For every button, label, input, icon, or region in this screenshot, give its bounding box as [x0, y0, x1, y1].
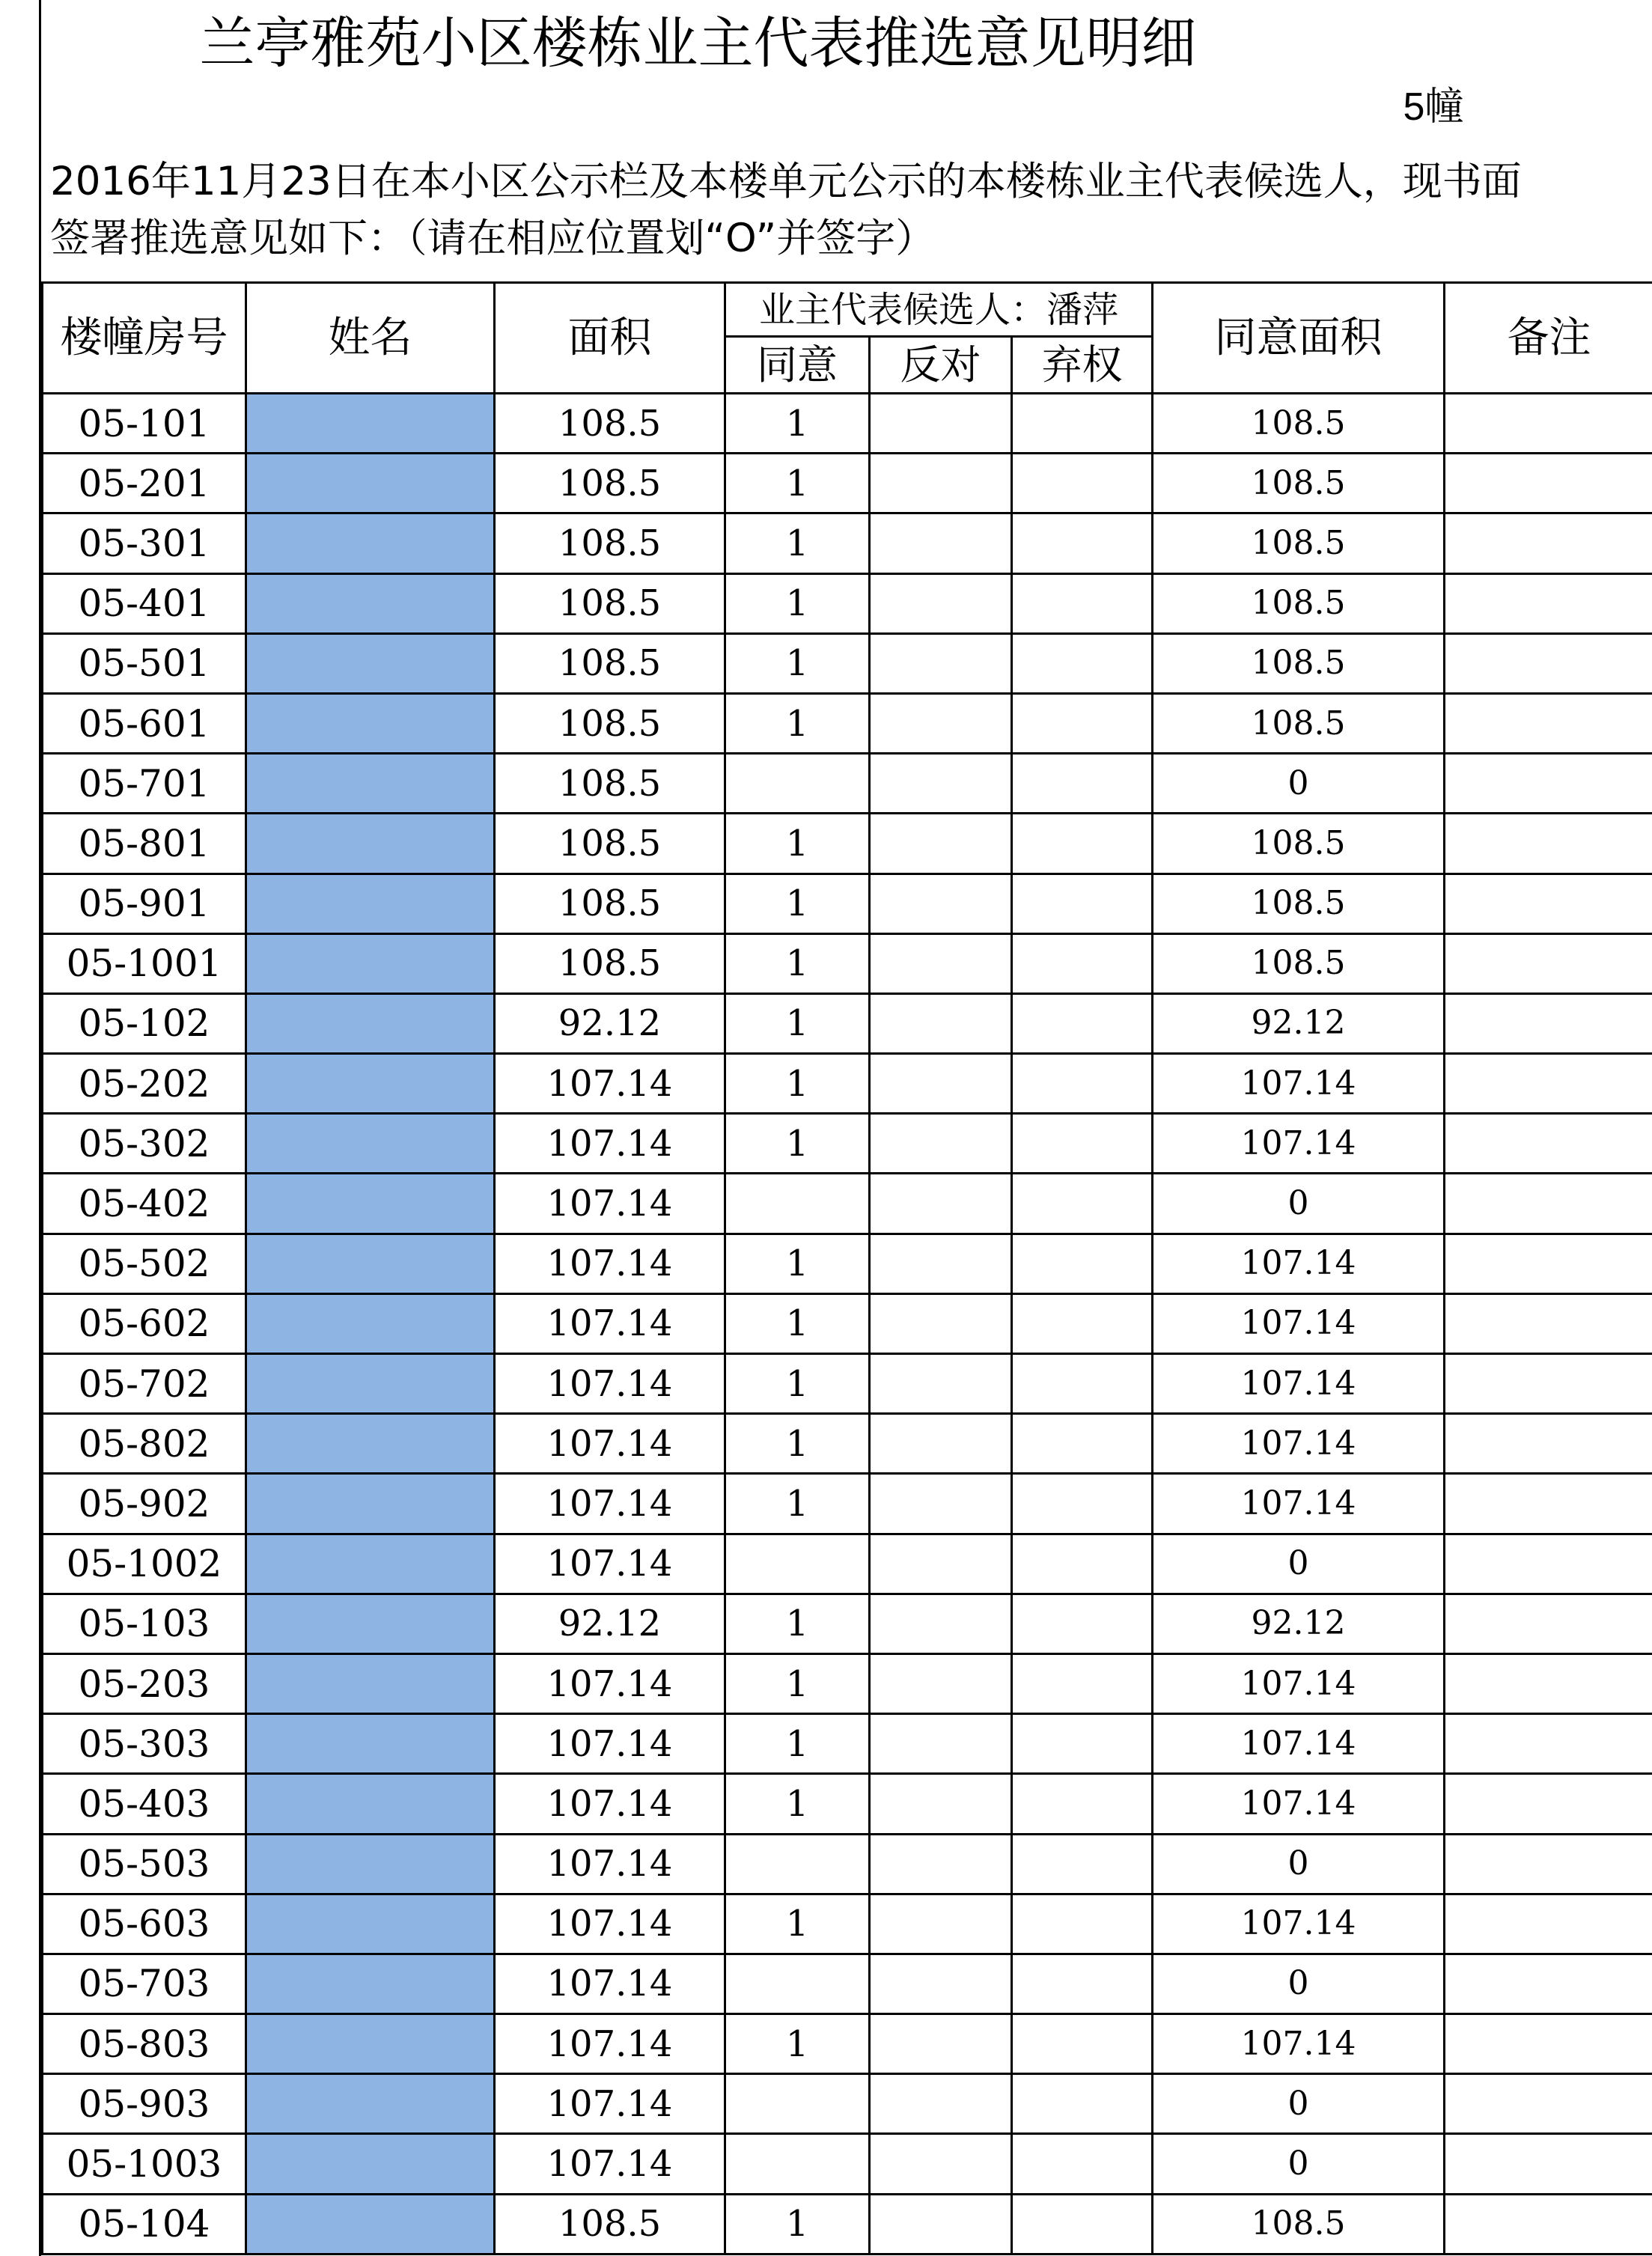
remarks-cell: [1445, 513, 1652, 573]
header-room: 楼幢房号: [43, 283, 246, 394]
name-cell: [246, 394, 495, 454]
name-cell: [246, 1534, 495, 1594]
area-cell: 107.14: [495, 1774, 725, 1834]
remarks-cell: [1445, 2194, 1652, 2254]
agree-area-cell: 108.5: [1153, 874, 1445, 933]
abstain-cell: [1012, 1714, 1153, 1774]
room-cell: 05-1001: [43, 933, 246, 993]
agree-area-cell: 107.14: [1153, 1054, 1445, 1114]
oppose-cell: [870, 1234, 1012, 1293]
abstain-cell: [1012, 1954, 1153, 2013]
remarks-cell: [1445, 1293, 1652, 1353]
abstain-cell: [1012, 2074, 1153, 2134]
oppose-cell: [870, 993, 1012, 1053]
agree-area-cell: 108.5: [1153, 573, 1445, 633]
remarks-cell: [1445, 1474, 1652, 1534]
remarks-cell: [1445, 1414, 1652, 1474]
oppose-cell: [870, 573, 1012, 633]
room-cell: 05-104: [43, 2194, 246, 2254]
oppose-cell: [870, 394, 1012, 454]
abstain-cell: [1012, 1653, 1153, 1713]
name-cell: [246, 1594, 495, 1653]
name-cell: [246, 1114, 495, 1174]
area-cell: 107.14: [495, 2014, 725, 2074]
agree-cell: 1: [725, 1354, 870, 1414]
abstain-cell: [1012, 1834, 1153, 1894]
room-cell: 05-102: [43, 993, 246, 1053]
oppose-cell: [870, 933, 1012, 993]
agree-cell: 1: [725, 2014, 870, 2074]
agree-cell: 1: [725, 633, 870, 693]
abstain-cell: [1012, 1894, 1153, 1954]
oppose-cell: [870, 1293, 1012, 1353]
agree-cell: 1: [725, 1714, 870, 1774]
agree-area-cell: 107.14: [1153, 1354, 1445, 1414]
abstain-cell: [1012, 874, 1153, 933]
area-cell: 108.5: [495, 573, 725, 633]
table-row: [43, 1954, 1652, 2013]
abstain-cell: [1012, 1114, 1153, 1174]
agree-cell: 1: [725, 1114, 870, 1174]
abstain-cell: [1012, 2194, 1153, 2254]
remarks-cell: [1445, 1714, 1652, 1774]
agree-area-cell: 108.5: [1153, 933, 1445, 993]
name-cell: [246, 573, 495, 633]
agree-cell: [725, 2074, 870, 2134]
agree-cell: 1: [725, 1054, 870, 1114]
room-cell: 05-403: [43, 1774, 246, 1834]
area-cell: 107.14: [495, 1234, 725, 1293]
room-cell: 05-603: [43, 1894, 246, 1954]
room-cell: 05-601: [43, 693, 246, 753]
area-cell: 92.12: [495, 1594, 725, 1653]
header-oppose: 反对: [870, 337, 1012, 394]
abstain-cell: [1012, 454, 1153, 513]
agree-cell: [725, 1534, 870, 1594]
name-cell: [246, 1234, 495, 1293]
table-row: [43, 2134, 1652, 2194]
name-cell: [246, 633, 495, 693]
room-cell: 05-901: [43, 874, 246, 933]
room-cell: 05-903: [43, 2074, 246, 2134]
name-cell: [246, 1054, 495, 1114]
oppose-cell: [870, 2014, 1012, 2074]
abstain-cell: [1012, 1293, 1153, 1353]
room-cell: 05-401: [43, 573, 246, 633]
abstain-cell: [1012, 754, 1153, 814]
agree-area-cell: 107.14: [1153, 1653, 1445, 1713]
agree-cell: 1: [725, 933, 870, 993]
header-agree: 同意: [725, 337, 870, 394]
notice-text: 2016年11月23日在本小区公示栏及本楼单元公示的本楼栋业主代表候选人，现书面 签署推选意见如下：（请在相应位置划“O”并签字）: [50, 159, 1522, 261]
room-cell: 05-802: [43, 1414, 246, 1474]
name-cell: [246, 1174, 495, 1234]
agree-area-cell: 108.5: [1153, 2194, 1445, 2254]
agree-cell: 1: [725, 573, 870, 633]
header-abstain: 弃权: [1012, 337, 1153, 394]
area-cell: 107.14: [495, 1054, 725, 1114]
agree-area-cell: 107.14: [1153, 1474, 1445, 1534]
area-cell: 107.14: [495, 1834, 725, 1894]
remarks-cell: [1445, 1774, 1652, 1834]
oppose-cell: [870, 1054, 1012, 1114]
area-cell: 107.14: [495, 1534, 725, 1594]
table-row: [43, 1714, 1652, 1774]
agree-area-cell: 0: [1153, 1534, 1445, 1594]
remarks-cell: [1445, 454, 1652, 513]
oppose-cell: [870, 1714, 1012, 1774]
remarks-cell: [1445, 2014, 1652, 2074]
area-cell: 107.14: [495, 1653, 725, 1713]
area-cell: 107.14: [495, 1293, 725, 1353]
room-cell: 05-303: [43, 1714, 246, 1774]
agree-area-cell: 0: [1153, 1954, 1445, 2013]
name-cell: [246, 1414, 495, 1474]
header-remarks: 备注: [1445, 283, 1652, 394]
remarks-cell: [1445, 993, 1652, 1053]
area-cell: 107.14: [495, 2134, 725, 2194]
name-cell: [246, 1653, 495, 1713]
remarks-cell: [1445, 874, 1652, 933]
remarks-cell: [1445, 394, 1652, 454]
area-cell: 107.14: [495, 1954, 725, 2013]
room-cell: 05-602: [43, 1293, 246, 1353]
abstain-cell: [1012, 2134, 1153, 2194]
oppose-cell: [870, 693, 1012, 753]
room-cell: 05-502: [43, 1234, 246, 1293]
agree-cell: 1: [725, 394, 870, 454]
table-row: [43, 1894, 1652, 1954]
agree-cell: [725, 1834, 870, 1894]
remarks-cell: [1445, 1054, 1652, 1114]
abstain-cell: [1012, 1354, 1153, 1414]
agree-area-cell: 0: [1153, 1174, 1445, 1234]
oppose-cell: [870, 874, 1012, 933]
area-cell: 107.14: [495, 1474, 725, 1534]
oppose-cell: [870, 1594, 1012, 1653]
name-cell: [246, 2074, 495, 2134]
oppose-cell: [870, 1414, 1012, 1474]
table-row: [43, 454, 1652, 513]
agree-cell: 1: [725, 693, 870, 753]
abstain-cell: [1012, 2014, 1153, 2074]
agree-area-cell: 108.5: [1153, 693, 1445, 753]
remarks-cell: [1445, 1954, 1652, 2013]
oppose-cell: [870, 1834, 1012, 1894]
remarks-cell: [1445, 2074, 1652, 2134]
table-row: [43, 993, 1652, 1053]
area-cell: 107.14: [495, 1894, 725, 1954]
abstain-cell: [1012, 814, 1153, 874]
room-cell: 05-302: [43, 1114, 246, 1174]
oppose-cell: [870, 1114, 1012, 1174]
agree-area-cell: 107.14: [1153, 1114, 1445, 1174]
area-cell: 108.5: [495, 933, 725, 993]
oppose-cell: [870, 1774, 1012, 1834]
agree-area-cell: 107.14: [1153, 2014, 1445, 2074]
oppose-cell: [870, 633, 1012, 693]
name-cell: [246, 933, 495, 993]
agree-area-cell: 107.14: [1153, 1414, 1445, 1474]
table-row: [43, 2074, 1652, 2134]
table-row: [43, 1774, 1652, 1834]
area-cell: 108.5: [495, 693, 725, 753]
abstain-cell: [1012, 1054, 1153, 1114]
table-row: [43, 1114, 1652, 1174]
oppose-cell: [870, 2194, 1012, 2254]
remarks-cell: [1445, 1894, 1652, 1954]
table-row: [43, 814, 1652, 874]
oppose-cell: [870, 1534, 1012, 1594]
agree-cell: 1: [725, 454, 870, 513]
oppose-cell: [870, 2134, 1012, 2194]
header-area: 面积: [495, 283, 725, 394]
agree-area-cell: 0: [1153, 754, 1445, 814]
abstain-cell: [1012, 513, 1153, 573]
table-row: [43, 1054, 1652, 1114]
name-cell: [246, 1954, 495, 2013]
agree-cell: 1: [725, 874, 870, 933]
oppose-cell: [870, 2074, 1012, 2134]
area-cell: 107.14: [495, 1414, 725, 1474]
table-row: [43, 2194, 1652, 2254]
room-cell: 05-701: [43, 754, 246, 814]
oppose-cell: [870, 1354, 1012, 1414]
agree-area-cell: 0: [1153, 2074, 1445, 2134]
table-row: [43, 2014, 1652, 2074]
agree-cell: 1: [725, 993, 870, 1053]
remarks-cell: [1445, 693, 1652, 753]
table-row: [43, 394, 1652, 454]
header-name: 姓名: [246, 283, 495, 394]
room-cell: 05-202: [43, 1054, 246, 1114]
agree-area-cell: 108.5: [1153, 454, 1445, 513]
building-label: 5幢: [1403, 85, 1464, 129]
oppose-cell: [870, 1954, 1012, 2013]
agree-area-cell: 108.5: [1153, 394, 1445, 454]
abstain-cell: [1012, 1774, 1153, 1834]
name-cell: [246, 2014, 495, 2074]
oppose-cell: [870, 814, 1012, 874]
name-cell: [246, 693, 495, 753]
name-cell: [246, 1354, 495, 1414]
agree-area-cell: 0: [1153, 1834, 1445, 1894]
name-cell: [246, 754, 495, 814]
name-cell: [246, 1293, 495, 1353]
room-cell: 05-101: [43, 394, 246, 454]
agree-area-cell: 107.14: [1153, 1714, 1445, 1774]
remarks-cell: [1445, 573, 1652, 633]
vote-table-body: [43, 394, 1652, 2255]
abstain-cell: [1012, 1594, 1153, 1653]
agree-area-cell: 108.5: [1153, 633, 1445, 693]
agree-cell: [725, 1174, 870, 1234]
room-cell: 05-1002: [43, 1534, 246, 1594]
page-title: 兰亭雅苑小区楼栋业主代表推选意见明细: [199, 11, 1197, 76]
table-row: [43, 1293, 1652, 1353]
area-cell: 108.5: [495, 814, 725, 874]
room-cell: 05-703: [43, 1954, 246, 2013]
abstain-cell: [1012, 394, 1153, 454]
oppose-cell: [870, 1653, 1012, 1713]
remarks-cell: [1445, 1174, 1652, 1234]
room-cell: 05-201: [43, 454, 246, 513]
room-cell: 05-801: [43, 814, 246, 874]
agree-cell: [725, 2134, 870, 2194]
room-cell: 05-1003: [43, 2134, 246, 2194]
agree-area-cell: 107.14: [1153, 1293, 1445, 1353]
area-cell: 108.5: [495, 874, 725, 933]
header-candidate: 业主代表候选人：潘萍: [725, 283, 1153, 337]
room-cell: 05-501: [43, 633, 246, 693]
area-cell: 107.14: [495, 2074, 725, 2134]
area-cell: 108.5: [495, 454, 725, 513]
agree-cell: 1: [725, 1653, 870, 1713]
area-cell: 92.12: [495, 993, 725, 1053]
name-cell: [246, 814, 495, 874]
remarks-cell: [1445, 2134, 1652, 2194]
agree-cell: 1: [725, 1293, 870, 1353]
agree-area-cell: 92.12: [1153, 1594, 1445, 1653]
remarks-cell: [1445, 754, 1652, 814]
abstain-cell: [1012, 1414, 1153, 1474]
table-row: [43, 1414, 1652, 1474]
agree-area-cell: 0: [1153, 2134, 1445, 2194]
remarks-cell: [1445, 633, 1652, 693]
area-cell: 107.14: [495, 1174, 725, 1234]
agree-area-cell: 107.14: [1153, 1234, 1445, 1293]
abstain-cell: [1012, 1534, 1153, 1594]
agree-area-cell: 92.12: [1153, 993, 1445, 1053]
table-row: [43, 874, 1652, 933]
agree-area-cell: 108.5: [1153, 513, 1445, 573]
name-cell: [246, 1714, 495, 1774]
table-row: [43, 633, 1652, 693]
table-row: [43, 1354, 1652, 1414]
agree-cell: 1: [725, 814, 870, 874]
agree-cell: [725, 1954, 870, 2013]
agree-cell: 1: [725, 1474, 870, 1534]
remarks-cell: [1445, 1234, 1652, 1293]
remarks-cell: [1445, 1834, 1652, 1894]
area-cell: 107.14: [495, 1354, 725, 1414]
remarks-cell: [1445, 1114, 1652, 1174]
oppose-cell: [870, 454, 1012, 513]
agree-cell: 1: [725, 1594, 870, 1653]
name-cell: [246, 993, 495, 1053]
header-agree-area: 同意面积: [1153, 283, 1445, 394]
name-cell: [246, 454, 495, 513]
name-cell: [246, 1894, 495, 1954]
vote-table: [41, 281, 1652, 2255]
room-cell: 05-902: [43, 1474, 246, 1534]
agree-area-cell: 107.14: [1153, 1894, 1445, 1954]
name-cell: [246, 874, 495, 933]
name-cell: [246, 1774, 495, 1834]
table-row: [43, 1234, 1652, 1293]
table-row: [43, 754, 1652, 814]
oppose-cell: [870, 754, 1012, 814]
area-cell: 108.5: [495, 394, 725, 454]
area-cell: 108.5: [495, 754, 725, 814]
table-row: [43, 693, 1652, 753]
oppose-cell: [870, 1894, 1012, 1954]
spreadsheet-page: [39, 0, 1652, 2256]
area-cell: 107.14: [495, 1714, 725, 1774]
name-cell: [246, 1834, 495, 1894]
agree-cell: [725, 754, 870, 814]
agree-area-cell: 107.14: [1153, 1774, 1445, 1834]
area-cell: 107.14: [495, 1114, 725, 1174]
agree-cell: 1: [725, 1894, 870, 1954]
remarks-cell: [1445, 1594, 1652, 1653]
agree-cell: 1: [725, 513, 870, 573]
remarks-cell: [1445, 933, 1652, 993]
table-row: [43, 1653, 1652, 1713]
table-row: [43, 513, 1652, 573]
table-row: [43, 1594, 1652, 1653]
room-cell: 05-803: [43, 2014, 246, 2074]
agree-cell: 1: [725, 1234, 870, 1293]
remarks-cell: [1445, 1534, 1652, 1594]
room-cell: 05-103: [43, 1594, 246, 1653]
abstain-cell: [1012, 693, 1153, 753]
area-cell: 108.5: [495, 513, 725, 573]
room-cell: 05-702: [43, 1354, 246, 1414]
table-row: [43, 933, 1652, 993]
remarks-cell: [1445, 814, 1652, 874]
area-cell: 108.5: [495, 2194, 725, 2254]
oppose-cell: [870, 1174, 1012, 1234]
agree-cell: 1: [725, 2194, 870, 2254]
name-cell: [246, 2194, 495, 2254]
name-cell: [246, 513, 495, 573]
abstain-cell: [1012, 933, 1153, 993]
remarks-cell: [1445, 1653, 1652, 1713]
table-row: [43, 1474, 1652, 1534]
room-cell: 05-503: [43, 1834, 246, 1894]
room-cell: 05-203: [43, 1653, 246, 1713]
agree-area-cell: 108.5: [1153, 814, 1445, 874]
table-row: [43, 1834, 1652, 1894]
agree-cell: 1: [725, 1414, 870, 1474]
area-cell: 108.5: [495, 633, 725, 693]
remarks-cell: [1445, 1354, 1652, 1414]
oppose-cell: [870, 1474, 1012, 1534]
table-row: [43, 1534, 1652, 1594]
table-row: [43, 1174, 1652, 1234]
name-cell: [246, 2134, 495, 2194]
abstain-cell: [1012, 573, 1153, 633]
name-cell: [246, 1474, 495, 1534]
room-cell: 05-402: [43, 1174, 246, 1234]
table-row: [43, 573, 1652, 633]
room-cell: 05-301: [43, 513, 246, 573]
abstain-cell: [1012, 1234, 1153, 1293]
abstain-cell: [1012, 633, 1153, 693]
oppose-cell: [870, 513, 1012, 573]
abstain-cell: [1012, 1174, 1153, 1234]
agree-cell: 1: [725, 1774, 870, 1834]
abstain-cell: [1012, 993, 1153, 1053]
abstain-cell: [1012, 1474, 1153, 1534]
